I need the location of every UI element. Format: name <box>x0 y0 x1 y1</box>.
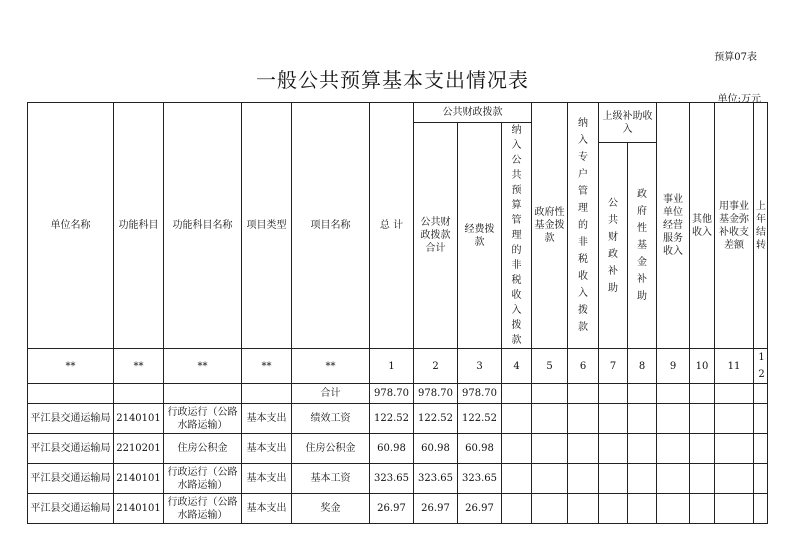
row-pf-funding: 60.98 <box>458 434 502 464</box>
row-proj-type: 基本支出 <box>242 434 292 464</box>
row-unit: 平江县交通运输局 <box>28 404 114 434</box>
empty-cell <box>657 404 690 434</box>
row-proj-type: 基本支出 <box>242 494 292 524</box>
empty-cell <box>715 494 754 524</box>
empty-cell <box>532 434 568 464</box>
budget-table <box>27 102 768 524</box>
row-pf-total: 26.97 <box>414 494 458 524</box>
total-row <box>28 384 768 404</box>
header-row-1 <box>28 103 768 123</box>
row-proj-name: 奖金 <box>292 494 370 524</box>
empty-cell <box>532 464 568 494</box>
row-pf-total: 323.65 <box>414 464 458 494</box>
total-total: 978.70 <box>370 384 414 404</box>
empty-cell <box>502 464 532 494</box>
empty-cell <box>114 384 164 404</box>
empty-cell <box>754 384 768 404</box>
header-balance-fill: 用事业基金弥补收支差额 <box>715 103 754 349</box>
header-carryover: 上年结转 <box>754 103 768 349</box>
empty-cell <box>715 464 754 494</box>
empty-cell <box>628 494 657 524</box>
row-unit: 平江县交通运输局 <box>28 434 114 464</box>
header-business-income: 事业单位经营服务收入 <box>657 103 690 349</box>
row-proj-type: 基本支出 <box>242 464 292 494</box>
header-proj-name: 项目名称 <box>292 103 370 349</box>
row-pf-funding: 323.65 <box>458 464 502 494</box>
header-upper-public-text: 公共财政补助 <box>608 197 619 294</box>
empty-cell <box>657 464 690 494</box>
empty-cell <box>532 404 568 434</box>
empty-cell <box>690 434 715 464</box>
empty-cell <box>28 384 114 404</box>
index-cell: 7 <box>599 349 628 384</box>
row-total: 323.65 <box>370 464 414 494</box>
header-pf-nontax <box>502 123 532 349</box>
index-row <box>28 349 768 384</box>
empty-cell <box>754 434 768 464</box>
empty-cell <box>690 494 715 524</box>
index-cell: 11 <box>715 349 754 384</box>
index-cell: 3 <box>458 349 502 384</box>
row-proj-name: 住房公积金 <box>292 434 370 464</box>
index-cell: 8 <box>628 349 657 384</box>
empty-cell <box>628 384 657 404</box>
header-special-nontax <box>568 103 599 349</box>
empty-cell <box>568 384 599 404</box>
total-pf-funding: 978.70 <box>458 384 502 404</box>
index-cell: 6 <box>568 349 599 384</box>
header-unit-name: 单位名称 <box>28 103 114 349</box>
header-func-name: 功能科目名称 <box>164 103 242 349</box>
empty-cell <box>568 464 599 494</box>
total-pf-total: 978.70 <box>414 384 458 404</box>
index-cell: 9 <box>657 349 690 384</box>
row-total: 26.97 <box>370 494 414 524</box>
header-upper-gov-text: 政府性基金补助 <box>637 189 648 303</box>
empty-cell <box>657 434 690 464</box>
index-cell: 10 <box>690 349 715 384</box>
empty-cell <box>502 434 532 464</box>
index-cell: ** <box>292 349 370 384</box>
table-row <box>28 494 768 524</box>
row-func-name: 行政运行（公路水路运输） <box>164 464 242 494</box>
header-proj-type: 项目类型 <box>242 103 292 349</box>
empty-cell <box>754 494 768 524</box>
index-cell: ** <box>28 349 114 384</box>
header-pf-funding: 经费拨款 <box>458 123 502 349</box>
index-cell <box>754 349 768 384</box>
row-unit: 平江县交通运输局 <box>28 464 114 494</box>
row-pf-total: 122.52 <box>414 404 458 434</box>
form-number: 预算07表 <box>714 52 757 63</box>
empty-cell <box>690 464 715 494</box>
row-total: 60.98 <box>370 434 414 464</box>
empty-cell <box>715 434 754 464</box>
empty-cell <box>628 404 657 434</box>
header-pf-nontax-text: 纳入公共预算管理的非税收入拨款 <box>511 125 522 346</box>
empty-cell <box>754 464 768 494</box>
total-label: 合计 <box>292 384 370 404</box>
header-other-income: 其他收入 <box>690 103 715 349</box>
empty-cell <box>599 494 628 524</box>
row-pf-funding: 122.52 <box>458 404 502 434</box>
header-total: 总 计 <box>370 103 414 349</box>
empty-cell <box>690 404 715 434</box>
row-proj-name: 基本工资 <box>292 464 370 494</box>
empty-cell <box>164 384 242 404</box>
index-cell: ** <box>242 349 292 384</box>
empty-cell <box>599 404 628 434</box>
empty-cell <box>599 434 628 464</box>
row-proj-name: 绩效工资 <box>292 404 370 434</box>
index-cell: 4 <box>502 349 532 384</box>
empty-cell <box>628 434 657 464</box>
header-public-finance: 公共财政拨款 <box>414 103 532 123</box>
empty-cell <box>242 384 292 404</box>
empty-cell <box>502 384 532 404</box>
header-upper-gov <box>628 143 657 349</box>
table-row <box>28 464 768 494</box>
empty-cell <box>568 434 599 464</box>
index-cell-text: 12 <box>758 352 765 380</box>
empty-cell <box>568 494 599 524</box>
empty-cell <box>599 464 628 494</box>
header-func-code: 功能科目 <box>114 103 164 349</box>
empty-cell <box>502 494 532 524</box>
header-gov-fund: 政府性基金拨款 <box>532 103 568 349</box>
index-cell: 5 <box>532 349 568 384</box>
index-cell: 2 <box>414 349 458 384</box>
row-proj-type: 基本支出 <box>242 404 292 434</box>
empty-cell <box>599 384 628 404</box>
empty-cell <box>657 384 690 404</box>
header-upper-subsidy: 上级补助收入 <box>599 103 657 143</box>
header-pf-total: 公共财政拨款合计 <box>414 123 458 349</box>
unit-label: 单位:万元 <box>717 94 761 105</box>
row-unit: 平江县交通运输局 <box>28 494 114 524</box>
empty-cell <box>628 464 657 494</box>
table-row <box>28 404 768 434</box>
row-func-name: 住房公积金 <box>164 434 242 464</box>
empty-cell <box>532 384 568 404</box>
row-pf-funding: 26.97 <box>458 494 502 524</box>
row-func-name: 行政运行（公路水路运输） <box>164 404 242 434</box>
empty-cell <box>568 404 599 434</box>
row-pf-total: 60.98 <box>414 434 458 464</box>
empty-cell <box>754 404 768 434</box>
empty-cell <box>502 404 532 434</box>
row-func-name: 行政运行（公路水路运输） <box>164 494 242 524</box>
table-row <box>28 434 768 464</box>
header-upper-public <box>599 143 628 349</box>
header-special-nontax-text: 纳入专户管理的非税收入拨款 <box>578 118 589 333</box>
row-func-code: 2210201 <box>114 434 164 464</box>
empty-cell <box>715 384 754 404</box>
empty-cell <box>690 384 715 404</box>
empty-cell <box>657 494 690 524</box>
row-func-code: 2140101 <box>114 404 164 434</box>
index-cell: ** <box>164 349 242 384</box>
empty-cell <box>715 404 754 434</box>
row-func-code: 2140101 <box>114 494 164 524</box>
row-func-code: 2140101 <box>114 464 164 494</box>
row-total: 122.52 <box>370 404 414 434</box>
index-cell: ** <box>114 349 164 384</box>
index-cell: 1 <box>370 349 414 384</box>
empty-cell <box>532 494 568 524</box>
page-title: 一般公共预算基本支出情况表 <box>256 68 529 92</box>
